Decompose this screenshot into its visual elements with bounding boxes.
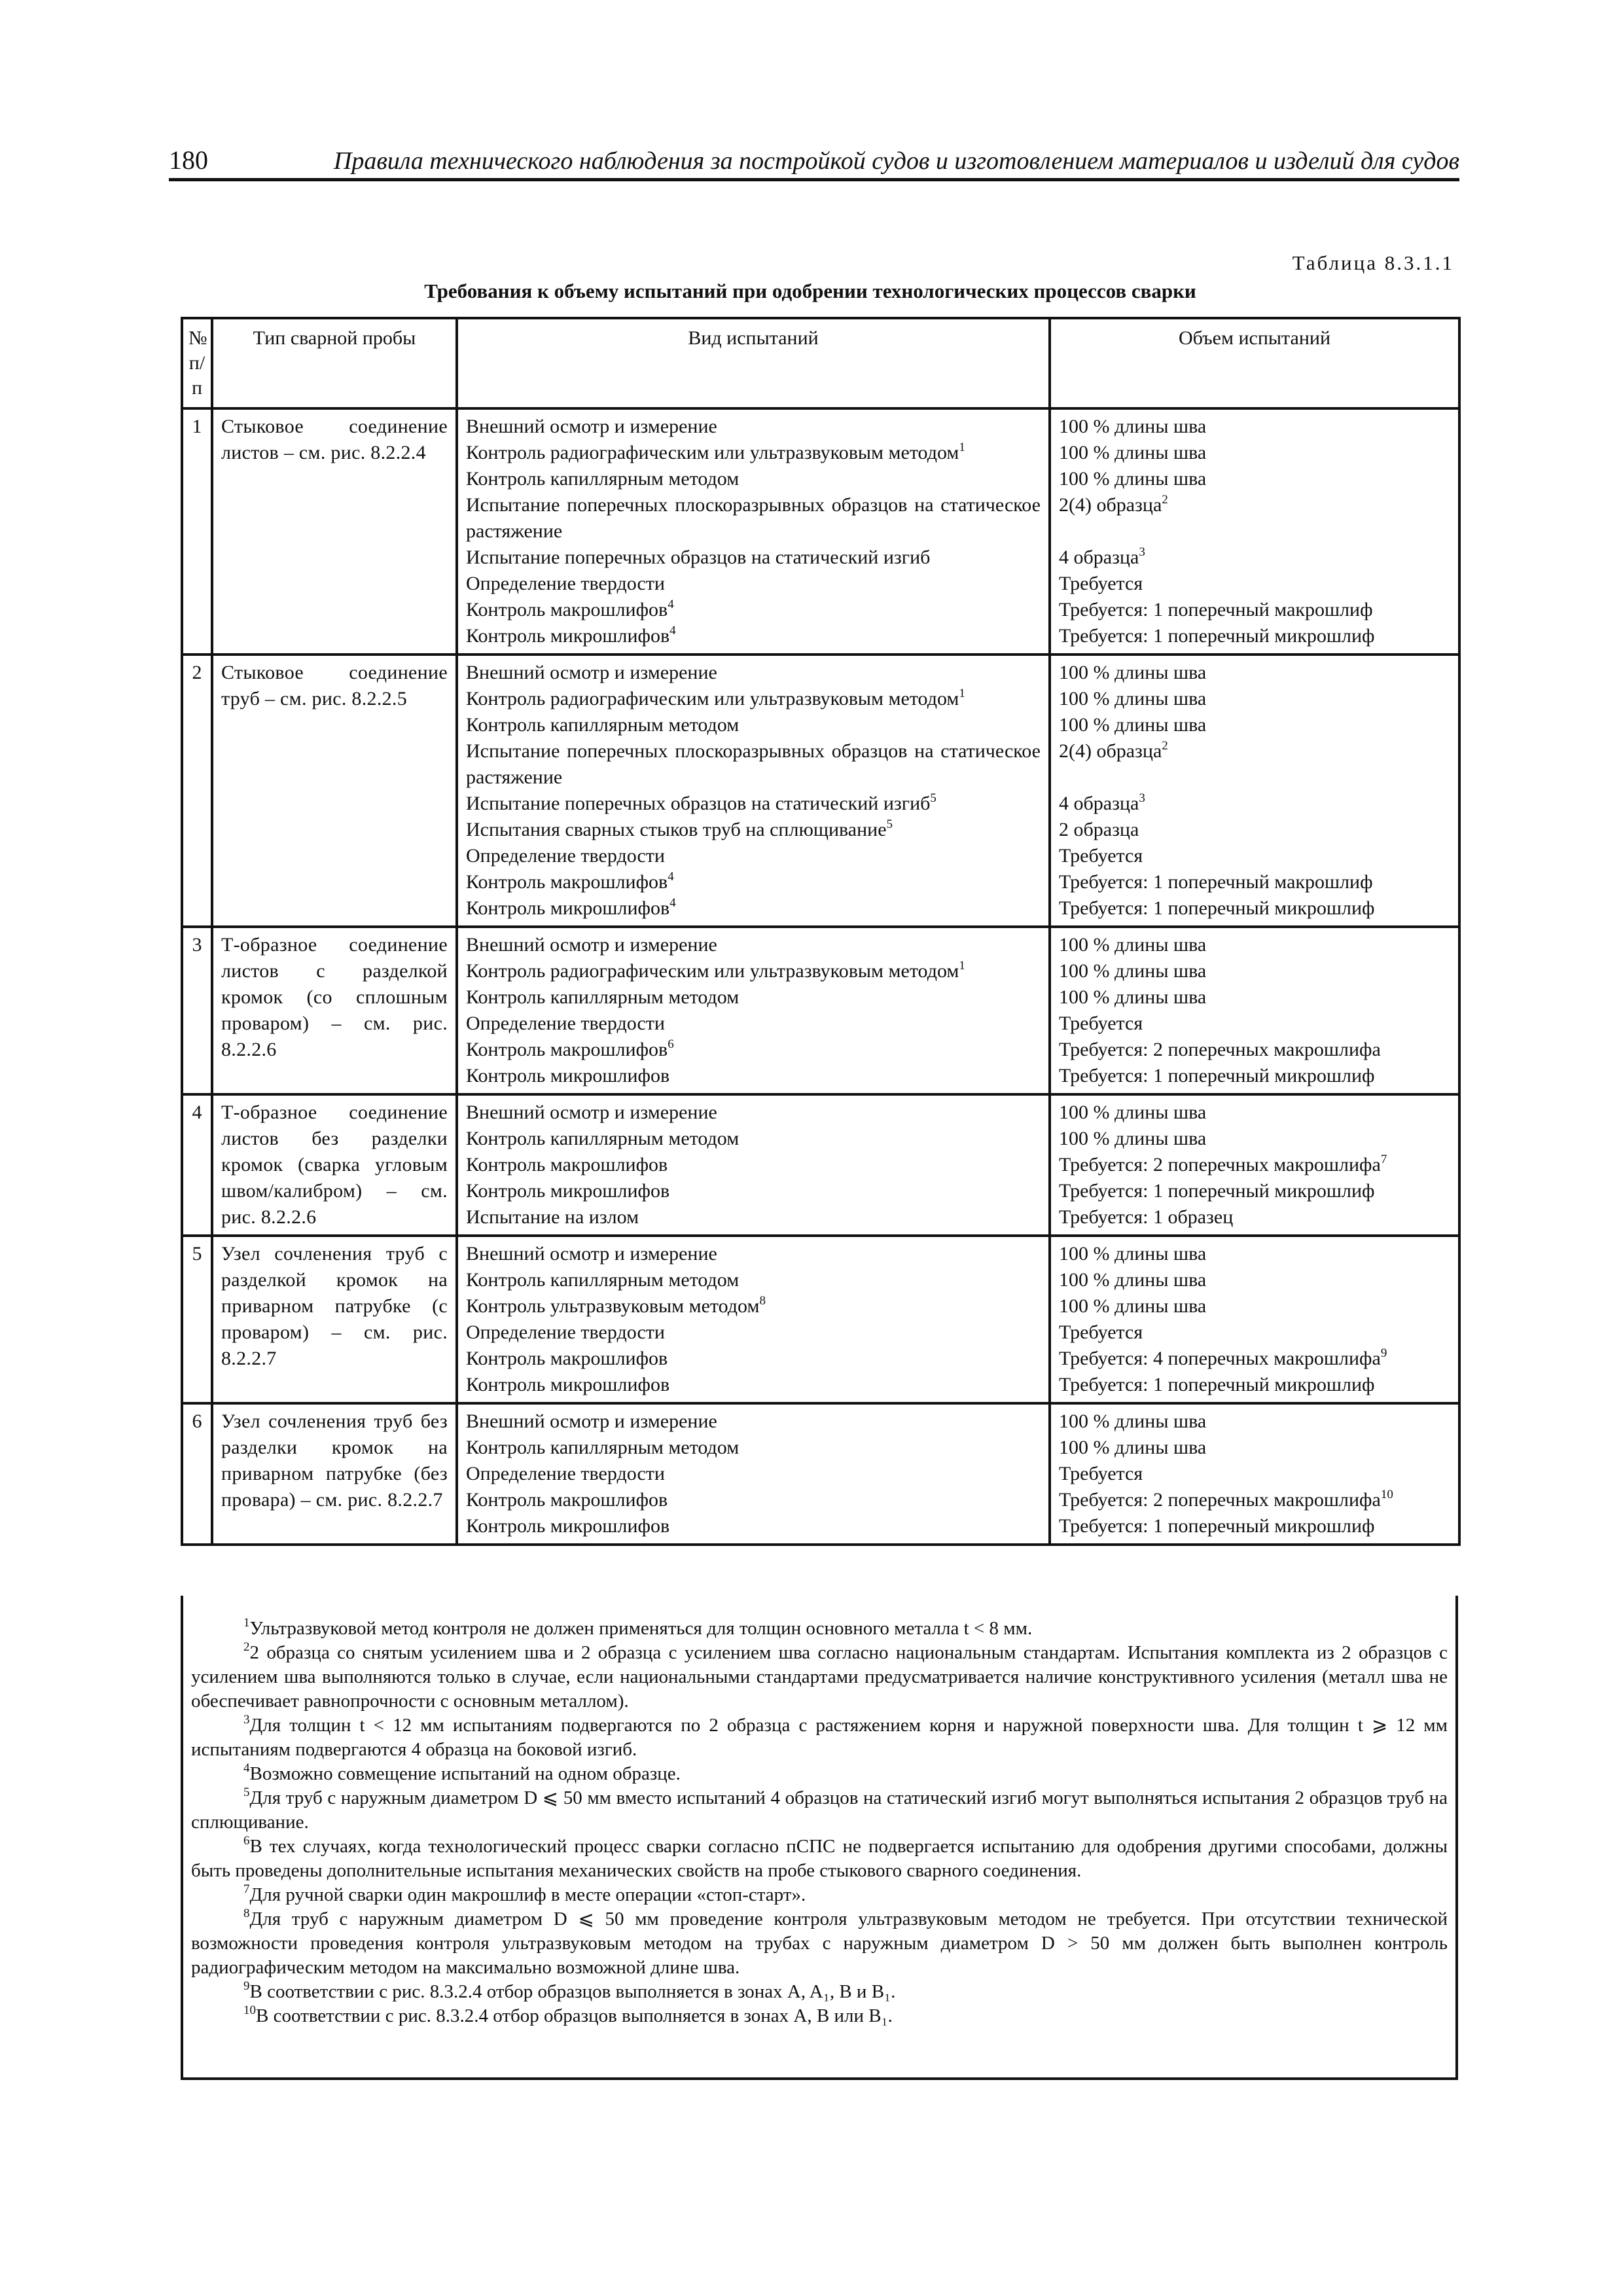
footnote-number: 2 xyxy=(243,1640,250,1654)
test-type-item xyxy=(466,791,1041,817)
table-row xyxy=(182,408,1459,655)
test-type-text: Внешний осмотр и измерение xyxy=(466,662,717,683)
footnote xyxy=(191,1641,1448,1713)
test-type-text: Контроль капиллярным методом xyxy=(466,1269,740,1291)
footnote-ref: 5 xyxy=(930,791,936,805)
test-type-item xyxy=(466,1241,1041,1267)
test-volume-item xyxy=(1059,571,1450,597)
footnote-indent xyxy=(191,1836,243,1857)
test-volume-text: Требуется: 1 поперечный микрошлиф xyxy=(1059,1065,1375,1086)
test-type-item xyxy=(466,1011,1041,1037)
test-volume-item xyxy=(1059,1126,1450,1152)
footnote-ref: 9 xyxy=(1380,1346,1387,1360)
footnote-ref: 2 xyxy=(1162,493,1168,507)
footnote-ref: 1 xyxy=(959,959,965,973)
test-volume-text: 100 % длины шва xyxy=(1059,442,1207,463)
footnote-indent xyxy=(191,1618,243,1639)
test-volume-text: 100 % длины шва xyxy=(1059,934,1207,956)
footnote-text: 2 образца со снятым усилением шва и 2 образца с усилением шва согласно национальным стандартам. Испытания комплекта из 2 образцов с усилением шва выполняются только в случае, если национальными стандартами предусматривается наличие конструктивного усиления (металл шва не обеспечивает равнопрочности с основным металлом). xyxy=(191,1642,1448,1712)
test-volume-text: Требуется xyxy=(1059,1321,1143,1343)
test-volume-text: 100 % длины шва xyxy=(1059,1295,1207,1317)
test-volume-item xyxy=(1059,623,1450,649)
test-volume-item xyxy=(1059,1487,1450,1513)
footnote-ref: 4 xyxy=(669,896,676,910)
footnote xyxy=(191,2004,1448,2028)
test-type-text: Контроль макрошлифов xyxy=(466,1154,668,1175)
test-volume-text: 100 % длины шва xyxy=(1059,1269,1207,1291)
test-type-text: Испытание на излом xyxy=(466,1206,639,1228)
footnote-ref: 1 xyxy=(959,687,965,700)
table-caption: Требования к объему испытаний при одобрении технологических процессов сварки xyxy=(424,279,1196,302)
footnote-ref: 4 xyxy=(668,870,674,884)
spacer xyxy=(1059,518,1450,545)
test-type-text: Контроль капиллярным методом xyxy=(466,1437,740,1458)
table-header-row xyxy=(182,318,1459,408)
test-types-cell xyxy=(457,1094,1050,1236)
test-volume-item xyxy=(1059,1408,1450,1435)
test-type-text: Контроль радиографическим или ультразвуковым методом xyxy=(466,688,959,709)
test-volume-item xyxy=(1059,545,1450,571)
test-volume-item xyxy=(1059,984,1450,1011)
test-volume-item xyxy=(1059,440,1450,466)
test-types-cell xyxy=(457,655,1050,927)
test-volume-text: 100 % длины шва xyxy=(1059,1128,1207,1149)
footnote-number: 3 xyxy=(243,1713,250,1727)
footnote xyxy=(191,1883,1448,1907)
test-type-item xyxy=(466,1100,1041,1126)
test-volume-text: Требуется: 1 поперечный микрошлиф xyxy=(1059,1515,1375,1537)
footnote xyxy=(191,1907,1448,1980)
test-type-item xyxy=(466,1204,1041,1230)
footnote-number: 6 xyxy=(243,1834,250,1848)
test-type-text: Определение твердости xyxy=(466,573,665,594)
test-type-item xyxy=(466,686,1041,712)
test-type-item xyxy=(466,1435,1041,1461)
test-volume-item xyxy=(1059,895,1450,922)
test-volume-text: 100 % длины шва xyxy=(1059,714,1207,736)
footnote-ref: 6 xyxy=(668,1037,674,1051)
test-type-item xyxy=(466,1346,1041,1372)
test-volume-text: 4 образца xyxy=(1059,547,1139,568)
test-type-text: Контроль радиографическим или ультразвуковым методом xyxy=(466,442,959,463)
footnote-number: 4 xyxy=(243,1761,250,1775)
test-volume-item xyxy=(1059,1435,1450,1461)
test-type-text: Контроль микрошлифов xyxy=(466,1065,670,1086)
row-number: 2 xyxy=(182,655,212,927)
footnote-number: 1 xyxy=(243,1616,250,1630)
test-type-text: Внешний осмотр и измерение xyxy=(466,934,717,956)
test-type-text: Контроль микрошлифов xyxy=(466,1374,670,1395)
footnote-text: Для труб с наружным диаметром D ⩽ 50 мм вместо испытаний 4 образцов на статический изгиб могут выполняться испытания 2 образцов труб на сплющивание. xyxy=(191,1787,1448,1833)
test-volume-text: Требуется: 4 поперечных макрошлифа xyxy=(1059,1348,1381,1369)
test-type-item xyxy=(466,984,1041,1011)
test-volume-item xyxy=(1059,492,1450,518)
test-type-text: Контроль микрошлифов xyxy=(466,897,670,919)
test-type-item xyxy=(466,597,1041,623)
test-type-text: Испытание поперечных плоскоразрывных образцов на статическое растяжение xyxy=(466,740,1041,788)
footnote-indent xyxy=(191,1909,243,1929)
test-type-text: Внешний осмотр и измерение xyxy=(466,1243,717,1265)
test-volume-item xyxy=(1059,791,1450,817)
test-volume-item xyxy=(1059,1372,1450,1398)
page-header xyxy=(169,143,1459,181)
test-volume-text: Требуется xyxy=(1059,1463,1143,1484)
test-type-item xyxy=(466,492,1041,545)
test-type-text: Контроль капиллярным методом xyxy=(466,714,740,736)
test-volume-text: 2(4) образца xyxy=(1059,740,1162,762)
test-type-item xyxy=(466,1372,1041,1398)
test-volume-item xyxy=(1059,414,1450,440)
table-row xyxy=(182,1236,1459,1403)
test-volume-text: Требуется: 1 поперечный микрошлиф xyxy=(1059,897,1375,919)
test-type-item xyxy=(466,958,1041,984)
row-number: 3 xyxy=(182,927,212,1094)
table-row xyxy=(182,927,1459,1094)
footnote-ref: 10 xyxy=(1380,1488,1393,1501)
footnote-text: В тех случаях, когда технологический процесс сварки согласно пСПС не подвергается испытанию для одобрения другими способами, должны быть проведены дополнительные испытания механических свойств на пробе стыкового сварного соединения. xyxy=(191,1836,1448,1881)
footnote-indent xyxy=(191,2005,243,2026)
row-number: 6 xyxy=(182,1403,212,1545)
test-volume-item xyxy=(1059,1063,1450,1089)
test-volume-item xyxy=(1059,932,1450,958)
test-type-item xyxy=(466,869,1041,895)
footnote-text: В соответствии с рис. 8.3.2.4 отбор образцов выполняется в зонах A, B или B₁. xyxy=(256,2005,893,2026)
test-volume-cell xyxy=(1050,408,1459,655)
test-type-text: Определение твердости xyxy=(466,1013,665,1034)
test-volume-item xyxy=(1059,660,1450,686)
test-type-item xyxy=(466,571,1041,597)
test-volume-text: Требуется xyxy=(1059,845,1143,867)
footnote-ref: 1 xyxy=(959,440,965,454)
test-types-cell xyxy=(457,408,1050,655)
test-type-text: Испытание поперечных образцов на статический изгиб xyxy=(466,547,931,568)
test-volume-text: Требуется: 2 поперечных макрошлифа xyxy=(1059,1154,1381,1175)
table-label: Таблица 8.3.1.1 xyxy=(1292,251,1454,274)
column-header-volume: Объем испытаний xyxy=(1050,318,1459,408)
weld-sample-type: Стыковое соединение труб – см. рис. 8.2.2.5 xyxy=(212,655,457,927)
test-type-text: Испытание поперечных плоскоразрывных образцов на статическое растяжение xyxy=(466,494,1041,542)
spacer xyxy=(1059,764,1450,791)
test-volume-item xyxy=(1059,1293,1450,1319)
test-volume-item xyxy=(1059,1178,1450,1204)
test-type-text: Контроль макрошлифов xyxy=(466,1489,668,1511)
test-volume-item xyxy=(1059,817,1450,843)
footnote-ref: 4 xyxy=(669,624,676,637)
test-volume-item xyxy=(1059,597,1450,623)
test-volume-item xyxy=(1059,1267,1450,1293)
weld-sample-type: Узел сочленения труб без разделки кромок на приварном патрубке (без провара) – см. рис. 8.2.2.7 xyxy=(212,1403,457,1545)
test-type-text: Внешний осмотр и измерение xyxy=(466,416,717,437)
test-volume-text: 100 % длины шва xyxy=(1059,960,1207,982)
test-volume-text: 2(4) образца xyxy=(1059,494,1162,516)
test-volume-text: 100 % длины шва xyxy=(1059,468,1207,490)
footnote-text: Ультразвуковой метод контроля не должен применяться для толщин основного металла t < 8 мм. xyxy=(249,1618,1033,1639)
column-header-number: № п/п xyxy=(182,318,212,408)
test-volume-item xyxy=(1059,1152,1450,1178)
test-type-item xyxy=(466,1037,1041,1063)
test-type-item xyxy=(466,895,1041,922)
test-volume-text: 100 % длины шва xyxy=(1059,986,1207,1008)
test-volume-text: Требуется xyxy=(1059,1013,1143,1034)
test-type-item xyxy=(466,1152,1041,1178)
test-volume-text: 4 образца xyxy=(1059,793,1139,814)
test-type-item xyxy=(466,660,1041,686)
test-type-item xyxy=(466,712,1041,738)
table-row xyxy=(182,1403,1459,1545)
footnote-ref: 4 xyxy=(668,598,674,611)
test-type-item xyxy=(466,1178,1041,1204)
footnote-indent xyxy=(191,1715,243,1736)
footnote-text: В соответствии с рис. 8.3.2.4 отбор образцов выполняется в зонах A, A₁, B и B₁. xyxy=(249,1981,896,2002)
test-volume-text: Требуется: 2 поперечных макрошлифа xyxy=(1059,1489,1381,1511)
test-volume-item xyxy=(1059,1100,1450,1126)
test-type-item xyxy=(466,1267,1041,1293)
test-volume-item xyxy=(1059,712,1450,738)
test-type-text: Определение твердости xyxy=(466,845,665,867)
footnote-indent xyxy=(191,1787,243,1808)
table-row xyxy=(182,1094,1459,1236)
column-header-type: Тип сварной пробы xyxy=(212,318,457,408)
test-volume-item xyxy=(1059,1037,1450,1063)
test-volume-text: 100 % длины шва xyxy=(1059,1102,1207,1123)
footnote-ref: 2 xyxy=(1162,739,1168,753)
test-type-text: Контроль макрошлифов xyxy=(466,599,668,620)
test-type-item xyxy=(466,817,1041,843)
test-volume-cell xyxy=(1050,1403,1459,1545)
test-volume-text: Требуется: 1 поперечный макрошлиф xyxy=(1059,599,1373,620)
test-volume-cell xyxy=(1050,1094,1459,1236)
test-volume-text: 2 образца xyxy=(1059,819,1139,840)
test-volume-text: Требуется: 1 образец xyxy=(1059,1206,1234,1228)
test-type-item xyxy=(466,1063,1041,1089)
test-type-text: Испытания сварных стыков труб на сплющивание xyxy=(466,819,887,840)
test-type-item xyxy=(466,843,1041,869)
footnote-number: 7 xyxy=(243,1882,250,1896)
test-type-text: Контроль микрошлифов xyxy=(466,1180,670,1202)
test-volume-text: Требуется: 1 поперечный микрошлиф xyxy=(1059,625,1375,647)
test-type-text: Определение твердости xyxy=(466,1463,665,1484)
weld-sample-type: Т-образное соединение листов без разделки кромок (сварка угловым швом/калибром) – см. рис. 8.2.2.6 xyxy=(212,1094,457,1236)
footnote xyxy=(191,1786,1448,1835)
test-type-item xyxy=(466,623,1041,649)
test-type-text: Испытание поперечных образцов на статический изгиб xyxy=(466,793,931,814)
test-type-item xyxy=(466,1293,1041,1319)
test-type-text: Контроль микрошлифов xyxy=(466,625,670,647)
footnote-ref: 3 xyxy=(1139,545,1145,559)
test-volume-text: Требуется: 1 поперечный макрошлиф xyxy=(1059,871,1373,893)
test-volume-item xyxy=(1059,466,1450,492)
test-types-cell xyxy=(457,927,1050,1094)
test-volume-cell xyxy=(1050,655,1459,927)
footnote xyxy=(191,1835,1448,1883)
test-volume-item xyxy=(1059,869,1450,895)
footnote xyxy=(191,1980,1448,2004)
footnote-ref: 5 xyxy=(886,817,893,831)
test-volume-item xyxy=(1059,958,1450,984)
footnote-text: Для толщин t < 12 мм испытаниям подвергаются по 2 образца с растяжением корня и наружной поверхности шва. Для толщин t ⩾ 12 мм испытаниям подвергаются 4 образца на боковой изгиб. xyxy=(191,1715,1448,1760)
test-type-item xyxy=(466,738,1041,791)
test-type-item xyxy=(466,466,1041,492)
test-type-item xyxy=(466,1461,1041,1487)
footnote-ref: 3 xyxy=(1139,791,1145,805)
test-type-item xyxy=(466,440,1041,466)
footnote-indent xyxy=(191,1763,243,1784)
test-type-item xyxy=(466,414,1041,440)
table-row xyxy=(182,655,1459,927)
test-types-cell xyxy=(457,1403,1050,1545)
test-type-item xyxy=(466,1126,1041,1152)
test-volume-cell xyxy=(1050,1236,1459,1403)
footnote-ref: 7 xyxy=(1380,1153,1387,1166)
page-number: 180 xyxy=(169,145,208,175)
test-volume-item xyxy=(1059,738,1450,764)
test-volume-text: Требуется: 2 поперечных макрошлифа xyxy=(1059,1039,1381,1060)
test-volume-text: Требуется: 1 поперечный микрошлиф xyxy=(1059,1374,1375,1395)
running-title: Правила технического наблюдения за постройкой судов и изготовлением материалов и изделий для судов xyxy=(333,147,1459,175)
footnote xyxy=(191,1617,1448,1641)
test-volume-item xyxy=(1059,1513,1450,1539)
test-type-text: Определение твердости xyxy=(466,1321,665,1343)
column-header-tests: Вид испытаний xyxy=(457,318,1050,408)
test-volume-item xyxy=(1059,1461,1450,1487)
footnote-number: 5 xyxy=(243,1785,250,1799)
footnote-number: 8 xyxy=(243,1907,250,1920)
test-type-item xyxy=(466,1408,1041,1435)
test-type-item xyxy=(466,1487,1041,1513)
test-volume-text: 100 % длины шва xyxy=(1059,1410,1207,1432)
test-types-cell xyxy=(457,1236,1050,1403)
footnote-number: 10 xyxy=(243,2003,256,2017)
test-type-text: Контроль радиографическим или ультразвуковым методом xyxy=(466,960,959,982)
weld-sample-type: Узел сочленения труб с разделкой кромок на приварном патрубке (с проваром) – см. рис. 8.2.2.7 xyxy=(212,1236,457,1403)
test-type-text: Контроль макрошлифов xyxy=(466,871,668,893)
footnotes xyxy=(181,1596,1458,2080)
footnote-indent xyxy=(191,1884,243,1905)
test-volume-text: 100 % длины шва xyxy=(1059,1437,1207,1458)
test-volume-text: 100 % длины шва xyxy=(1059,416,1207,437)
test-volume-item xyxy=(1059,1319,1450,1346)
test-type-text: Контроль ультразвуковым методом xyxy=(466,1295,760,1317)
test-volume-item xyxy=(1059,1241,1450,1267)
test-volume-text: Требуется xyxy=(1059,573,1143,594)
test-volume-item xyxy=(1059,1204,1450,1230)
footnote xyxy=(191,1713,1448,1762)
test-volume-item xyxy=(1059,843,1450,869)
test-volume-text: 100 % длины шва xyxy=(1059,688,1207,709)
test-volume-item xyxy=(1059,1011,1450,1037)
test-volume-item xyxy=(1059,1346,1450,1372)
footnote-text: Возможно совмещение испытаний на одном образце. xyxy=(249,1763,681,1784)
test-type-item xyxy=(466,1319,1041,1346)
weld-sample-type: Стыковое соединение листов – см. рис. 8.2.2.4 xyxy=(212,408,457,655)
footnote-indent xyxy=(191,1642,243,1663)
test-type-item xyxy=(466,545,1041,571)
test-type-item xyxy=(466,1513,1041,1539)
row-number: 1 xyxy=(182,408,212,655)
test-type-text: Контроль макрошлифов xyxy=(466,1039,668,1060)
footnote-text: Для ручной сварки один макрошлиф в месте операции «стоп-старт». xyxy=(249,1884,806,1905)
footnote-number: 9 xyxy=(243,1979,250,1993)
test-type-text: Внешний осмотр и измерение xyxy=(466,1410,717,1432)
footnote-ref: 8 xyxy=(759,1294,766,1308)
test-volume-cell xyxy=(1050,927,1459,1094)
test-type-text: Контроль макрошлифов xyxy=(466,1348,668,1369)
row-number: 5 xyxy=(182,1236,212,1403)
test-volume-text: Требуется: 1 поперечный микрошлиф xyxy=(1059,1180,1375,1202)
test-type-text: Контроль капиллярным методом xyxy=(466,986,740,1008)
test-type-text: Контроль капиллярным методом xyxy=(466,1128,740,1149)
test-volume-text: 100 % длины шва xyxy=(1059,662,1207,683)
test-type-item xyxy=(466,932,1041,958)
test-volume-item xyxy=(1059,686,1450,712)
footnote xyxy=(191,1762,1448,1786)
test-type-text: Контроль микрошлифов xyxy=(466,1515,670,1537)
weld-sample-type: Т-образное соединение листов с разделкой кромок (со сплошным проваром) – см. рис. 8.2.2.6 xyxy=(212,927,457,1094)
footnote-indent xyxy=(191,1981,243,2002)
footnote-text: Для труб с наружным диаметром D ⩽ 50 мм проведение контроля ультразвуковым методом не требуется. При отсутствии технической возможности проведения контроля ультразвуковым методом на трубах с наружным диаметром D > 50 мм должен быть выполнен контроль радиографическим методом на максимально возможной длине шва. xyxy=(191,1909,1448,1978)
test-type-text: Внешний осмотр и измерение xyxy=(466,1102,717,1123)
requirements-table xyxy=(181,317,1458,1546)
row-number: 4 xyxy=(182,1094,212,1236)
test-type-text: Контроль капиллярным методом xyxy=(466,468,740,490)
test-volume-text: 100 % длины шва xyxy=(1059,1243,1207,1265)
